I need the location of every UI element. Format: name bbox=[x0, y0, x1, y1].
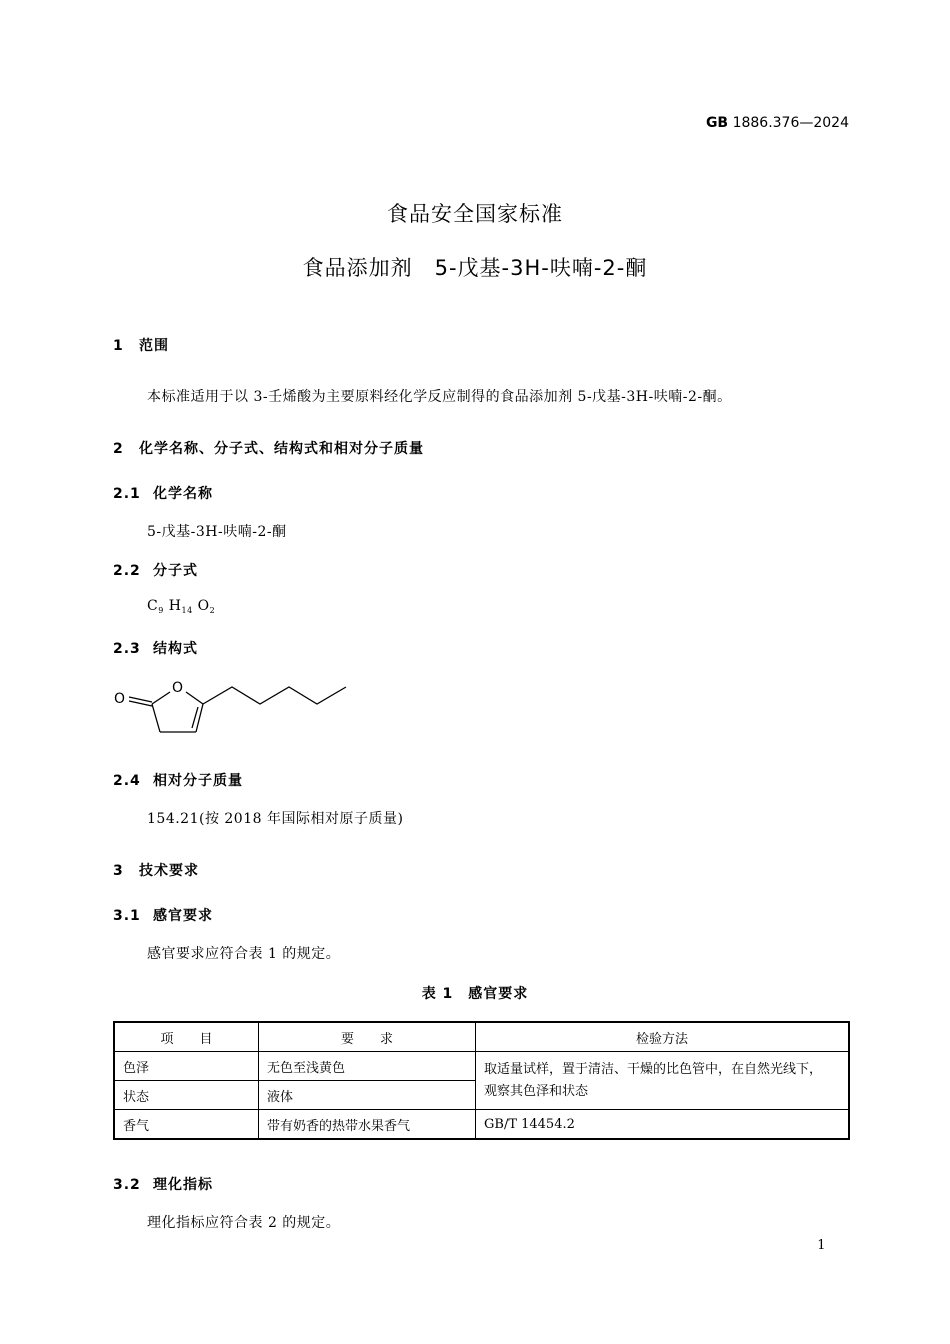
standard-prefix: GB bbox=[705, 115, 729, 131]
header-requirement: 要 求 bbox=[259, 1022, 476, 1052]
table-1-caption: 表 1 感官要求 bbox=[421, 986, 529, 1002]
page-number: 1 bbox=[817, 1238, 826, 1253]
row-requirement: 液体 bbox=[259, 1081, 476, 1110]
row-requirement: 无色至浅黄色 bbox=[259, 1052, 476, 1081]
main-title: 食品安全国家标准 bbox=[387, 202, 563, 226]
header-item: 项 目 bbox=[114, 1022, 259, 1052]
atom-o-carbonyl: O bbox=[114, 691, 126, 707]
molecular-weight: 154.21(按 2018 年国际相对原子质量) bbox=[147, 811, 404, 827]
row-item: 色泽 bbox=[114, 1052, 259, 1081]
row-item: 状态 bbox=[114, 1081, 259, 1110]
table-row bbox=[114, 1110, 849, 1140]
section-2-1-heading: 2.1 化学名称 bbox=[113, 486, 213, 502]
section-2-3-heading: 2.3 结构式 bbox=[113, 641, 198, 657]
section-2-2-heading: 2.2 分子式 bbox=[113, 563, 198, 579]
standard-code: 1886.376—2024 bbox=[732, 115, 849, 131]
row-method: GB/T 14454.2 bbox=[476, 1110, 850, 1140]
chemical-name: 5-戊基-3H-呋喃-2-酮 bbox=[147, 524, 287, 540]
section-1-body: 本标准适用于以 3-壬烯酸为主要原料经化学反应制得的食品添加剂 5-戊基-3H-呋喃-2-酮。 bbox=[147, 389, 732, 405]
header-method: 检验方法 bbox=[476, 1022, 850, 1052]
pentyl-chain bbox=[203, 687, 346, 704]
section-1-heading: 1 范围 bbox=[113, 338, 169, 354]
molecular-formula: $C_9$ $H_{14}$ $O_2$ bbox=[147, 598, 216, 615]
row-requirement: 带有奶香的热带水果香气 bbox=[259, 1110, 476, 1140]
ring-double-bond bbox=[192, 707, 198, 728]
section-2-4-heading: 2.4 相对分子质量 bbox=[113, 773, 243, 789]
section-3-2-heading: 3.2 理化指标 bbox=[113, 1177, 213, 1193]
section-3-heading: 3 技术要求 bbox=[113, 863, 199, 879]
section-2-heading: 2 化学名称、分子式、结构式和相对分子质量 bbox=[113, 441, 424, 457]
ring-bond-c2-o1 bbox=[152, 692, 170, 704]
table-row bbox=[114, 1052, 849, 1081]
ring-bond-c3-c2 bbox=[152, 704, 160, 732]
section-3-2-body: 理化指标应符合表 2 的规定。 bbox=[147, 1215, 341, 1231]
section-3-1-body: 感官要求应符合表 1 的规定。 bbox=[147, 946, 341, 962]
section-3-1-heading: 3.1 感官要求 bbox=[113, 908, 213, 924]
table-header-row bbox=[114, 1022, 849, 1052]
atom-o-ring: O bbox=[172, 680, 184, 696]
ring-bond-o1-c5 bbox=[186, 692, 203, 704]
structural-formula bbox=[110, 670, 360, 745]
sub-title: 食品添加剂 5-戊基-3H-呋喃-2-酮 bbox=[302, 256, 648, 280]
standard-number bbox=[706, 115, 849, 131]
row-item: 香气 bbox=[114, 1110, 259, 1140]
sensory-requirements-table bbox=[113, 1021, 850, 1140]
row-method-merged: 取适量试样，置于清洁、干燥的比色管中，在自然光线下， 观察其色泽和状态 bbox=[476, 1052, 850, 1110]
